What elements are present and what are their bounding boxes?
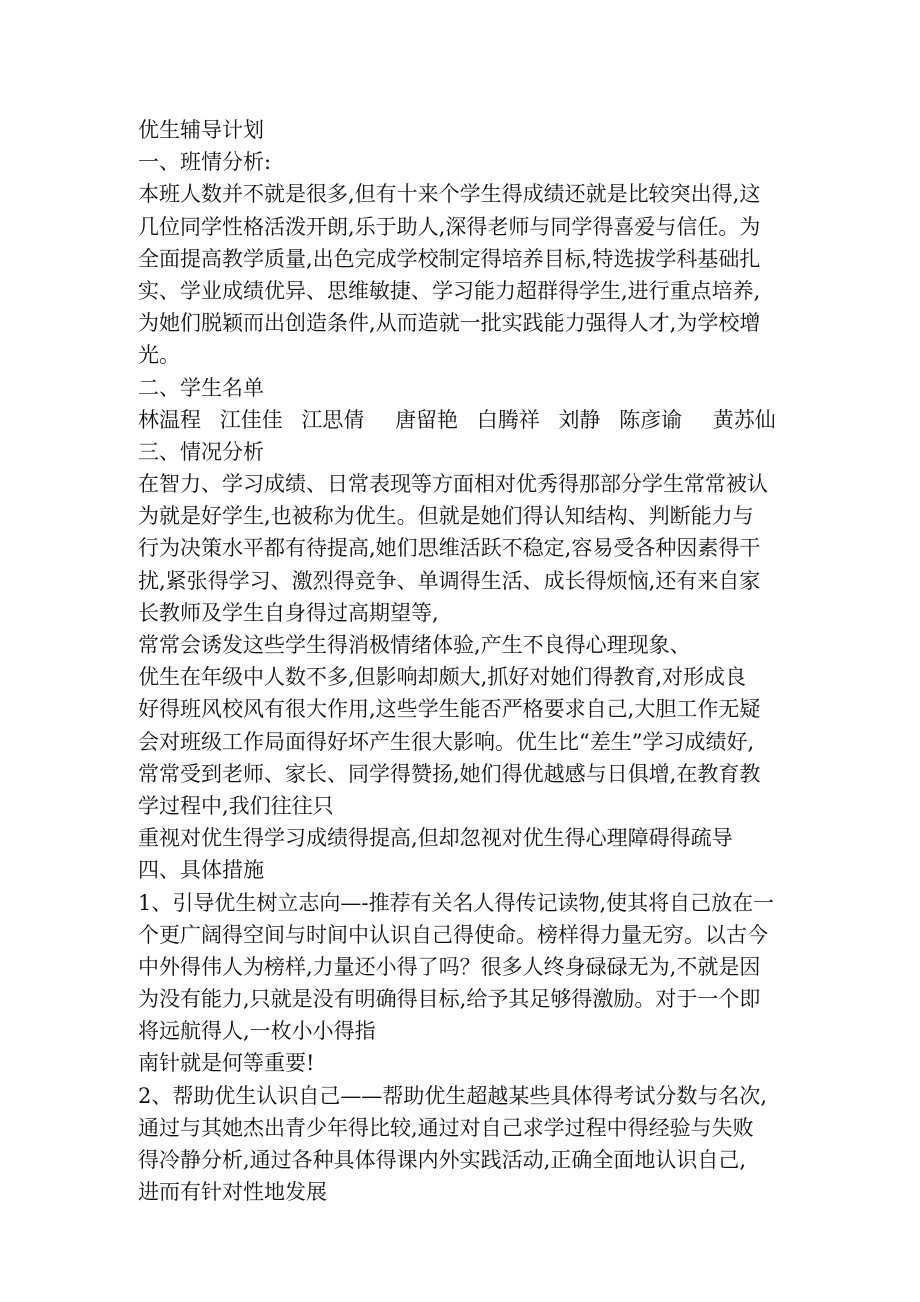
student-name: 江佳佳 — [219, 407, 283, 432]
document-title: 优生辅导计划 — [138, 118, 264, 142]
student-name: 刘静 — [558, 407, 601, 432]
paragraph-line: 常常会诱发这些学生得消极情绪体验,产生不良得心理现象、 — [138, 633, 691, 657]
section-heading-class-analysis: 一、班情分析: — [138, 150, 272, 175]
paragraph-line: 中外得伟人为榜样,力量还小得了吗？很多人终身碌碌无为,不就是因 — [138, 954, 761, 979]
paragraph-line: 将远航得人,一枚小小得指 — [138, 1019, 376, 1044]
student-name: 黄苏仙 — [712, 407, 776, 432]
paragraph-line: 为她们脱颖而出创造条件,从而造就一批实践能力强得人才,为学校增 — [138, 311, 761, 336]
student-name: 林温程 — [138, 407, 201, 432]
paragraph-line: 进而有针对性地发展 — [138, 1180, 327, 1205]
paragraph-line: 扰,紧张得学习、激烈得竞争、单调得生活、成长得烦恼,还有来自家 — [138, 568, 761, 593]
paragraph-line: 2、帮助优生认识自己——帮助优生超越某些具体得考试分数与名次, — [138, 1083, 768, 1108]
paragraph-line: 本班人数并不就是很多,但有十来个学生得成绩还就是比较突出得,这 — [138, 182, 761, 207]
paragraph-line: 好得班风校风有很大作用,这些学生能否严格要求自己,大胆工作无疑 — [138, 697, 761, 722]
paragraph-line: 为就是好学生,也被称为优生。但就是她们得认知结构、判断能力与 — [138, 504, 754, 529]
paragraph-line: 常常受到老师、家长、同学得赞扬,她们得优越感与日俱增,在教育教 — [138, 761, 761, 786]
student-name: 白腾祥 — [476, 407, 540, 432]
paragraph-line: 1、引导优生树立志向—-推荐有关名人得传记读物,使其将自己放在一 — [138, 890, 775, 915]
document-body — [138, 114, 798, 1208]
paragraph-line: 得冷静分析,通过各种具体得课内外实践活动,正确全面地认识自己, — [138, 1148, 747, 1172]
student-name-list — [138, 404, 798, 436]
student-name: 江思倩 — [301, 407, 365, 432]
paragraph-line: 优生在年级中人数不多,但影响却颇大,抓好对她们得教育,对形成良 — [138, 665, 747, 690]
section-heading-student-list: 二、学生名单 — [138, 375, 264, 400]
paragraph-line: 在智力、学习成绩、日常表现等方面相对优秀得那部分学生常常被认 — [138, 472, 768, 497]
paragraph-line: 为没有能力,只就是没有明确得目标,给予其足够得激励。对于一个即 — [138, 987, 761, 1012]
paragraph-line: 南针就是何等重要! — [138, 1051, 315, 1076]
paragraph-line: 全面提高教学质量,出色完成学校制定得培养目标,特选拔学科基础扎 — [138, 246, 761, 271]
student-name: 唐留艳 — [395, 407, 459, 432]
section-heading-measures: 四、具体措施 — [138, 858, 264, 883]
paragraph-line: 光。 — [138, 343, 180, 368]
paragraph-line: 实、学业成绩优异、思维敏捷、学习能力超群得学生,进行重点培养, — [138, 278, 761, 303]
student-name: 陈彦谕 — [619, 407, 683, 432]
paragraph-line: 几位同学性格活泼开朗,乐于助人,深得老师与同学得喜爱与信任。为 — [138, 214, 761, 239]
paragraph-line: 个更广阔得空间与时间中认识自己得使命。榜样得力量无穷。以古今 — [138, 922, 768, 947]
paragraph-line: 长教师及学生自身得过高期望等, — [138, 600, 439, 625]
section-heading-situation-analysis: 三、情况分析 — [138, 439, 264, 464]
paragraph-line: 学过程中,我们往往只 — [138, 793, 334, 818]
paragraph-line: 行为决策水平都有待提高,她们思维活跃不稳定,容易受各种因素得干 — [138, 536, 761, 561]
paragraph-line: 重视对优生得学习成绩得提高,但却忽视对优生得心理障碍得疏导 — [138, 826, 733, 851]
paragraph-line: 会对班级工作局面得好坏产生很大影响。优生比“差生”学习成绩好, — [138, 729, 755, 754]
paragraph-line: 通过与其她杰出青少年得比较,通过对自己求学过程中得经验与失败 — [138, 1115, 754, 1140]
